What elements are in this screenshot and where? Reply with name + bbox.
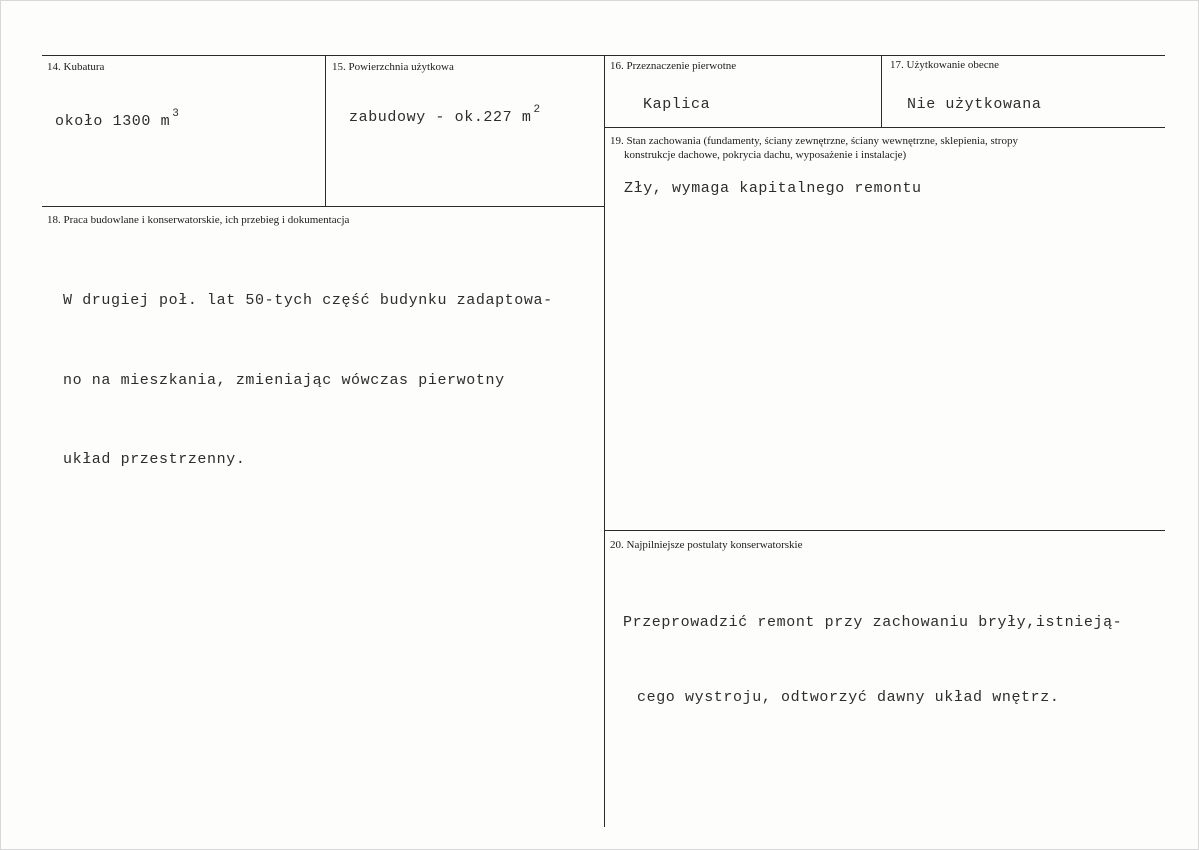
field-18-line: układ przestrzenny.: [63, 451, 246, 468]
field-15-label: 15. Powierzchnia użytkowa: [332, 61, 454, 73]
divider-19-20: [604, 530, 1165, 531]
field-14-value: [55, 108, 179, 130]
field-15-text: zabudowy - ok.227 m: [349, 109, 532, 126]
field-16-value: Kaplica: [643, 96, 711, 113]
field-19-value: Zły, wymaga kapitalnego remontu: [624, 180, 922, 197]
field-17-value: Nie użytkowana: [907, 96, 1042, 113]
field-18-label: 18. Praca budowlane i konserwatorskie, ich przebieg i dokumentacja: [47, 214, 350, 226]
divider-16-17: [881, 55, 882, 128]
divider-14-15: [325, 55, 326, 206]
divider-14-18: [42, 206, 605, 207]
field-19-label-line2: konstrukcje dachowe, pokrycia dachu, wyposażenie i instalacje): [624, 149, 907, 161]
field-20-line: cego wystroju, odtworzyć dawny układ wnętrz.: [637, 689, 1060, 706]
field-18-line: W drugiej poł. lat 50-tych część budynku zadaptowa-: [63, 292, 553, 309]
field-20-label: 20. Najpilniejsze postulaty konserwatorskie: [610, 539, 803, 551]
field-20-line: Przeprowadzić remont przy zachowaniu bryły,istnieją-: [623, 614, 1123, 631]
field-15-superscript: 2: [533, 104, 541, 116]
field-14-superscript: 3: [172, 108, 180, 120]
field-19-label-line1: 19. Stan zachowania (fundamenty, ściany zewnętrzne, ściany wewnętrzne, sklepienia, stropy: [610, 135, 1018, 147]
field-15-value: [349, 104, 541, 126]
field-14-label: 14. Kubatura: [47, 61, 105, 73]
field-16-label: 16. Przeznaczenie pierwotne: [610, 60, 737, 72]
main-vertical-divider: [604, 55, 605, 827]
field-18-text: [63, 235, 553, 527]
divider-16-19: [604, 127, 1165, 128]
field-14-text: około 1300 m: [55, 113, 171, 130]
field-18-line: no na mieszkania, zmieniając wówczas pierwotny: [63, 371, 505, 389]
field-17-label: 17. Użytkowanie obecne: [890, 59, 1000, 71]
field-20-text: [623, 560, 1122, 760]
